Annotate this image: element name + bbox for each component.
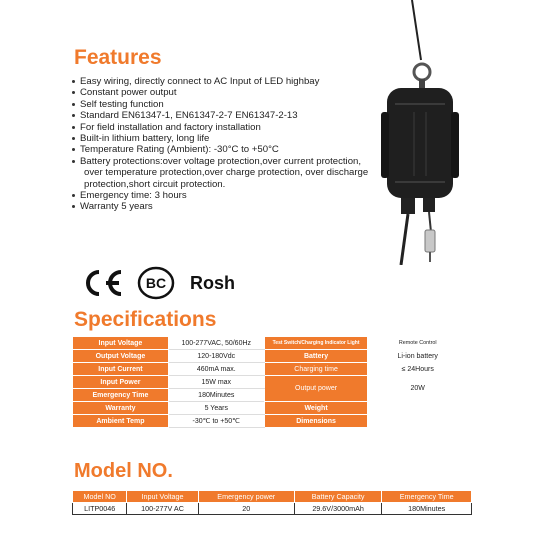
test-switch — [425, 230, 435, 252]
column-header: Emergency Time — [382, 491, 472, 503]
specifications-title: Specifications — [74, 308, 217, 331]
feature-item: Emergency time: 3 hours — [70, 190, 368, 201]
ce-mark-icon — [80, 267, 124, 299]
feature-item: Standard EN61347-1, EN61347-2-7 EN61347-2-13 — [70, 110, 368, 121]
spec-label: Output power — [264, 376, 368, 402]
spec-label: Warranty — [73, 402, 169, 415]
table-row — [73, 402, 468, 415]
table-cell: 29.6V/3000mAh — [294, 503, 382, 515]
spec-label: Input Current — [73, 363, 169, 376]
feature-item: Battery protections:over voltage protection,over current protection, — [70, 156, 368, 167]
table-cell: LITP0046 — [73, 503, 127, 515]
spec-value: 180Minutes — [168, 389, 264, 402]
model-title: Model NO. — [74, 460, 173, 482]
spec-value: 15W max — [168, 376, 264, 389]
specifications-table — [72, 336, 468, 428]
bc-mark-text: BC — [145, 275, 167, 291]
table-row — [73, 350, 468, 363]
spec-value: 460mA max. — [168, 363, 264, 376]
table-cell: 180Minutes — [382, 503, 472, 515]
table-cell: 100-277V AC — [127, 503, 198, 515]
spec-label: Weight — [264, 402, 368, 415]
certification-row — [80, 263, 235, 303]
features-list — [70, 76, 368, 213]
spec-value: 100-277VAC, 50/60Hz — [168, 337, 264, 350]
bc-mark-icon — [136, 265, 176, 301]
spec-value — [368, 415, 468, 428]
spec-value: Remote Control — [368, 337, 468, 350]
model-table — [72, 490, 472, 515]
spec-label: Input Voltage — [73, 337, 169, 350]
spec-label: Dimensions — [264, 415, 368, 428]
product-photo — [365, 0, 485, 265]
feature-item: Temperature Rating (Ambient): -30°C to +50°C — [70, 144, 368, 155]
table-cell: 20 — [198, 503, 294, 515]
table-header-row — [73, 491, 472, 503]
test-switch-cable — [429, 212, 431, 232]
feature-item: For field installation and factory installation — [70, 122, 368, 133]
spec-value: 5 Years — [168, 402, 264, 415]
feature-item: Easy wiring, directly connect to AC Input of LED highbay — [70, 76, 368, 87]
table-row — [73, 503, 472, 515]
lifting-eye — [414, 64, 430, 80]
table-row — [73, 415, 468, 428]
spec-label: Battery — [264, 350, 368, 363]
spec-value: 20W — [368, 376, 468, 402]
spec-label: Charging time — [264, 363, 368, 376]
table-row — [73, 376, 468, 389]
spec-value — [368, 402, 468, 415]
spec-value: ≤ 24Hours — [368, 363, 468, 376]
feature-item: Self testing function — [70, 99, 368, 110]
spec-label: Test Switch/Charging Indicator Light — [264, 337, 368, 350]
spec-label: Output Voltage — [73, 350, 169, 363]
feature-item-continued: protection,short circuit protection. — [84, 178, 226, 190]
table-row — [73, 363, 468, 376]
column-header: Model NO — [73, 491, 127, 503]
spec-value: -30℃ to +50℃ — [168, 415, 264, 428]
feature-item-continued: over temperature protection,over charge protection, over discharge — [84, 167, 369, 179]
spec-value: Li-ion battery — [368, 350, 468, 363]
rosh-label: Rosh — [190, 272, 235, 293]
spec-label: Input Power — [73, 376, 169, 389]
feature-item: Warranty 5 years — [70, 201, 368, 212]
hanging-cable — [412, 0, 421, 60]
table-row — [73, 337, 468, 350]
column-header: Input Voltage — [127, 491, 198, 503]
column-header: Battery Capacity — [294, 491, 382, 503]
spec-label: Ambient Temp — [73, 415, 169, 428]
spec-value: 120-180Vdc — [168, 350, 264, 363]
features-title: Features — [74, 46, 162, 69]
feature-item: Built-in lithium battery, long life — [70, 133, 368, 144]
column-header: Emergency power — [198, 491, 294, 503]
spec-label: Emergency Time — [73, 389, 169, 402]
feature-item: Constant power output — [70, 87, 368, 98]
